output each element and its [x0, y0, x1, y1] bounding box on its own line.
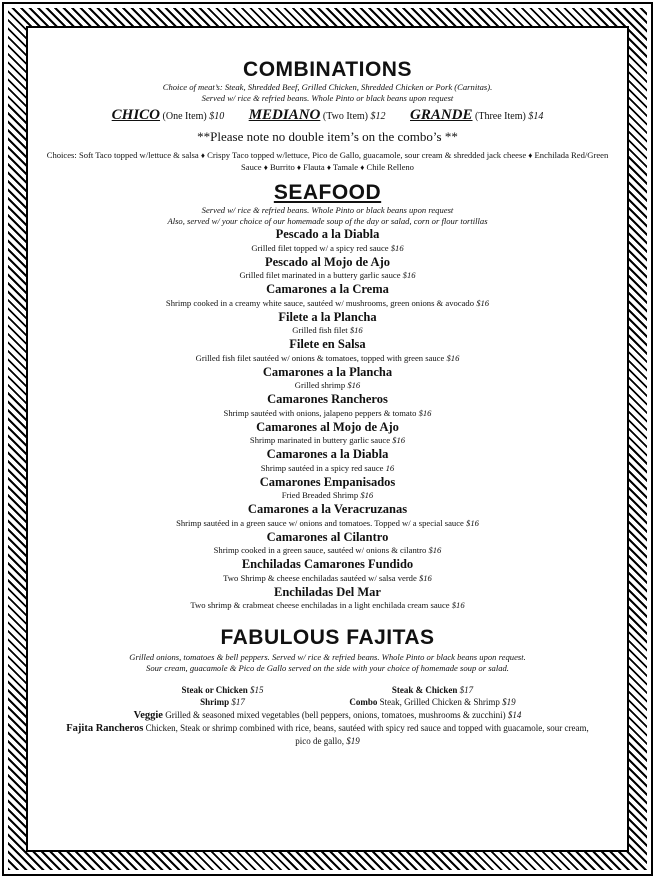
combinations-intro-1: Choice of meat’s: Steak, Shredded Beef, Grilled Chicken, Shredded Chicken or Pork (Carnitas). — [162, 82, 493, 92]
diamond-icon: ♦ — [326, 162, 331, 172]
size-mediano: MEDIANO (Two Item) $12 — [248, 107, 386, 123]
seafood-item-name: Filete a la Plancha — [278, 309, 377, 324]
seafood-item-price: $16 — [451, 600, 465, 610]
seafood-item — [30, 392, 625, 420]
combination-sizes — [30, 107, 625, 125]
fajita-combo: Combo Steak, Grilled Chicken & Shrimp $19 — [349, 697, 516, 707]
seafood-item-price: $16 — [466, 517, 479, 528]
seafood-item-description: Grilled fish filet $16 — [292, 325, 363, 335]
fajitas-section — [30, 626, 625, 747]
seafood-item-description: Shrimp sautéed in a spicy red sauce 16 — [260, 462, 395, 473]
combinations-section — [30, 58, 625, 173]
seafood-item — [30, 585, 625, 613]
seafood-item — [30, 447, 625, 475]
seafood-item-description: Two Shrimp & cheese enchiladas sautéed w/ salsa verde $16 — [223, 572, 432, 583]
fajitas-grid — [118, 684, 538, 708]
fajitas-intro-2: Sour cream, guacamole & Pico de Gallo served on the side with your choice of homemade soup or salad. — [146, 663, 509, 673]
seafood-item-description: Grilled filet topped w/ a spicy red sauce $16 — [251, 242, 404, 253]
seafood-item-price: $16 — [392, 435, 406, 445]
fajita-steak-or-chicken: Steak or Chicken $15 — [181, 685, 264, 695]
size-grande: GRANDE (Three Item) $14 — [410, 107, 544, 123]
seafood-item — [30, 502, 625, 530]
combinations-intro-2: Served w/ rice & refried beans. Whole Pinto or black beans upon request — [201, 93, 454, 103]
seafood-item-price: $16 — [418, 407, 432, 418]
diamond-icon: ♦ — [263, 162, 268, 172]
seafood-item-price: $16 — [349, 325, 363, 335]
seafood-item-name: Camarones a la Veracruzanas — [247, 502, 408, 516]
seafood-item — [30, 557, 625, 585]
seafood-item-price: $16 — [390, 242, 404, 253]
seafood-item — [30, 255, 625, 283]
seafood-item-description: Shrimp sautéed with onions, jalapeno peppers & tomato $16 — [223, 407, 432, 418]
size-chico: CHICO (One Item) $10 — [111, 107, 225, 123]
seafood-item — [30, 365, 625, 393]
seafood-item-name: Camarones a la Crema — [266, 282, 389, 296]
seafood-item-name: Camarones a la Plancha — [262, 364, 393, 379]
seafood-item-description: Shrimp sautéed in a green sauce w/ onions and tomatoes. Topped w/ a special sauce $16 — [176, 517, 479, 528]
seafood-item-name: Camarones al Mojo de Ajo — [256, 419, 399, 434]
fajita-shrimp: Shrimp $17 — [200, 697, 245, 707]
seafood-item — [30, 227, 625, 255]
seafood-item — [30, 282, 625, 310]
seafood-item-description: Shrimp cooked in a creamy white sauce, sautéed w/ mushrooms, green onions & avocado $16 — [165, 297, 490, 308]
seafood-item-price: $16 — [476, 297, 490, 308]
seafood-section — [30, 181, 625, 612]
fajitas-intro-1: Grilled onions, tomatoes & bell peppers. Served w/ rice & refried beans. Whole Pinto or black beans upon request. — [129, 652, 526, 662]
seafood-item-name: Camarones Rancheros — [267, 392, 388, 406]
diamond-icon: ♦ — [200, 151, 205, 160]
seafood-item-name: Filete en Salsa — [289, 337, 366, 351]
seafood-list — [30, 227, 625, 612]
seafood-item-price: $16 — [428, 545, 442, 555]
seafood-item — [30, 337, 625, 365]
seafood-item-description: Grilled fish filet sautéed w/ onions & tomatoes, topped with green sauce $16 — [195, 352, 460, 363]
combinations-title: COMBINATIONS — [243, 58, 412, 81]
seafood-item-description: Fried Breaded Shrimp $16 — [281, 490, 374, 500]
seafood-item-name: Camarones Empanisados — [259, 474, 396, 489]
seafood-item-name: Enchiladas Camarones Fundido — [241, 557, 414, 571]
seafood-item-name: Camarones al Cilantro — [266, 529, 389, 544]
diamond-icon: ♦ — [360, 162, 365, 172]
fajita-steak-and-chicken: Steak & Chicken $17 — [391, 685, 474, 695]
seafood-item — [30, 420, 625, 448]
diamond-icon: ♦ — [528, 151, 533, 160]
seafood-item-description: Shrimp marinated in buttery garlic sauce $16 — [249, 435, 406, 445]
combo-note: **Please note no double item’s on the combo’s ** — [197, 129, 458, 144]
seafood-item-name: Pescado al Mojo de Ajo — [265, 254, 390, 269]
seafood-item-description: Grilled filet marinated in a buttery garlic sauce $16 — [239, 270, 416, 280]
seafood-item — [30, 530, 625, 558]
seafood-intro-1: Served w/ rice & refried beans. Whole Pinto or black beans upon request — [201, 205, 454, 215]
seafood-item-price: 16 — [385, 462, 395, 473]
seafood-item-price: $16 — [446, 352, 460, 363]
fajitas-title: FABULOUS FAJITAS — [220, 626, 435, 649]
seafood-item-price: $16 — [347, 380, 361, 390]
diamond-icon: ♦ — [296, 162, 302, 172]
seafood-item-name: Camarones a la Diabla — [266, 447, 389, 461]
seafood-item — [30, 475, 625, 503]
seafood-item-description: Two shrimp & crabmeat cheese enchiladas in a light enchilada cream sauce $16 — [190, 600, 465, 610]
combo-choices: Choices: Soft Taco topped w/lettuce & salsa ♦ Crispy Taco topped w/lettuce, Pico de Gallo, guacamole, sour cream & shredded jack cheese ♦ Enchilada Red/Green Sauce ♦ Burrito ♦ Flauta ♦ Tamale ♦ Chile Relleno — [46, 150, 609, 172]
fajita-veggie: Veggie Grilled & seasoned mixed vegetables (bell peppers, onions, tomatoes, mushrooms & zucchini) $14 — [133, 710, 522, 721]
menu-page — [30, 30, 625, 848]
seafood-item — [30, 310, 625, 338]
seafood-item-price: $16 — [402, 270, 416, 280]
seafood-item-description: Grilled shrimp $16 — [294, 380, 361, 390]
seafood-item-price: $16 — [418, 572, 432, 583]
seafood-item-name: Pescado a la Diabla — [275, 227, 380, 241]
seafood-intro-2: Also, served w/ your choice of our homemade soup of the day or salad, corn or flour tortillas — [167, 216, 488, 226]
seafood-title: SEAFOOD — [273, 181, 382, 204]
seafood-item-name: Enchiladas Del Mar — [274, 584, 381, 599]
seafood-item-description: Shrimp cooked in a green sauce, sautéed w/ onions & cilantro $16 — [213, 545, 442, 555]
fajita-rancheros: Fajita Rancheros Chicken, Steak or shrimp combined with rice, beans, sautéed with spicy red sauce and topped with guacamole, sour cream, pico de gallo, $19 — [66, 723, 589, 746]
seafood-item-price: $16 — [360, 490, 374, 500]
